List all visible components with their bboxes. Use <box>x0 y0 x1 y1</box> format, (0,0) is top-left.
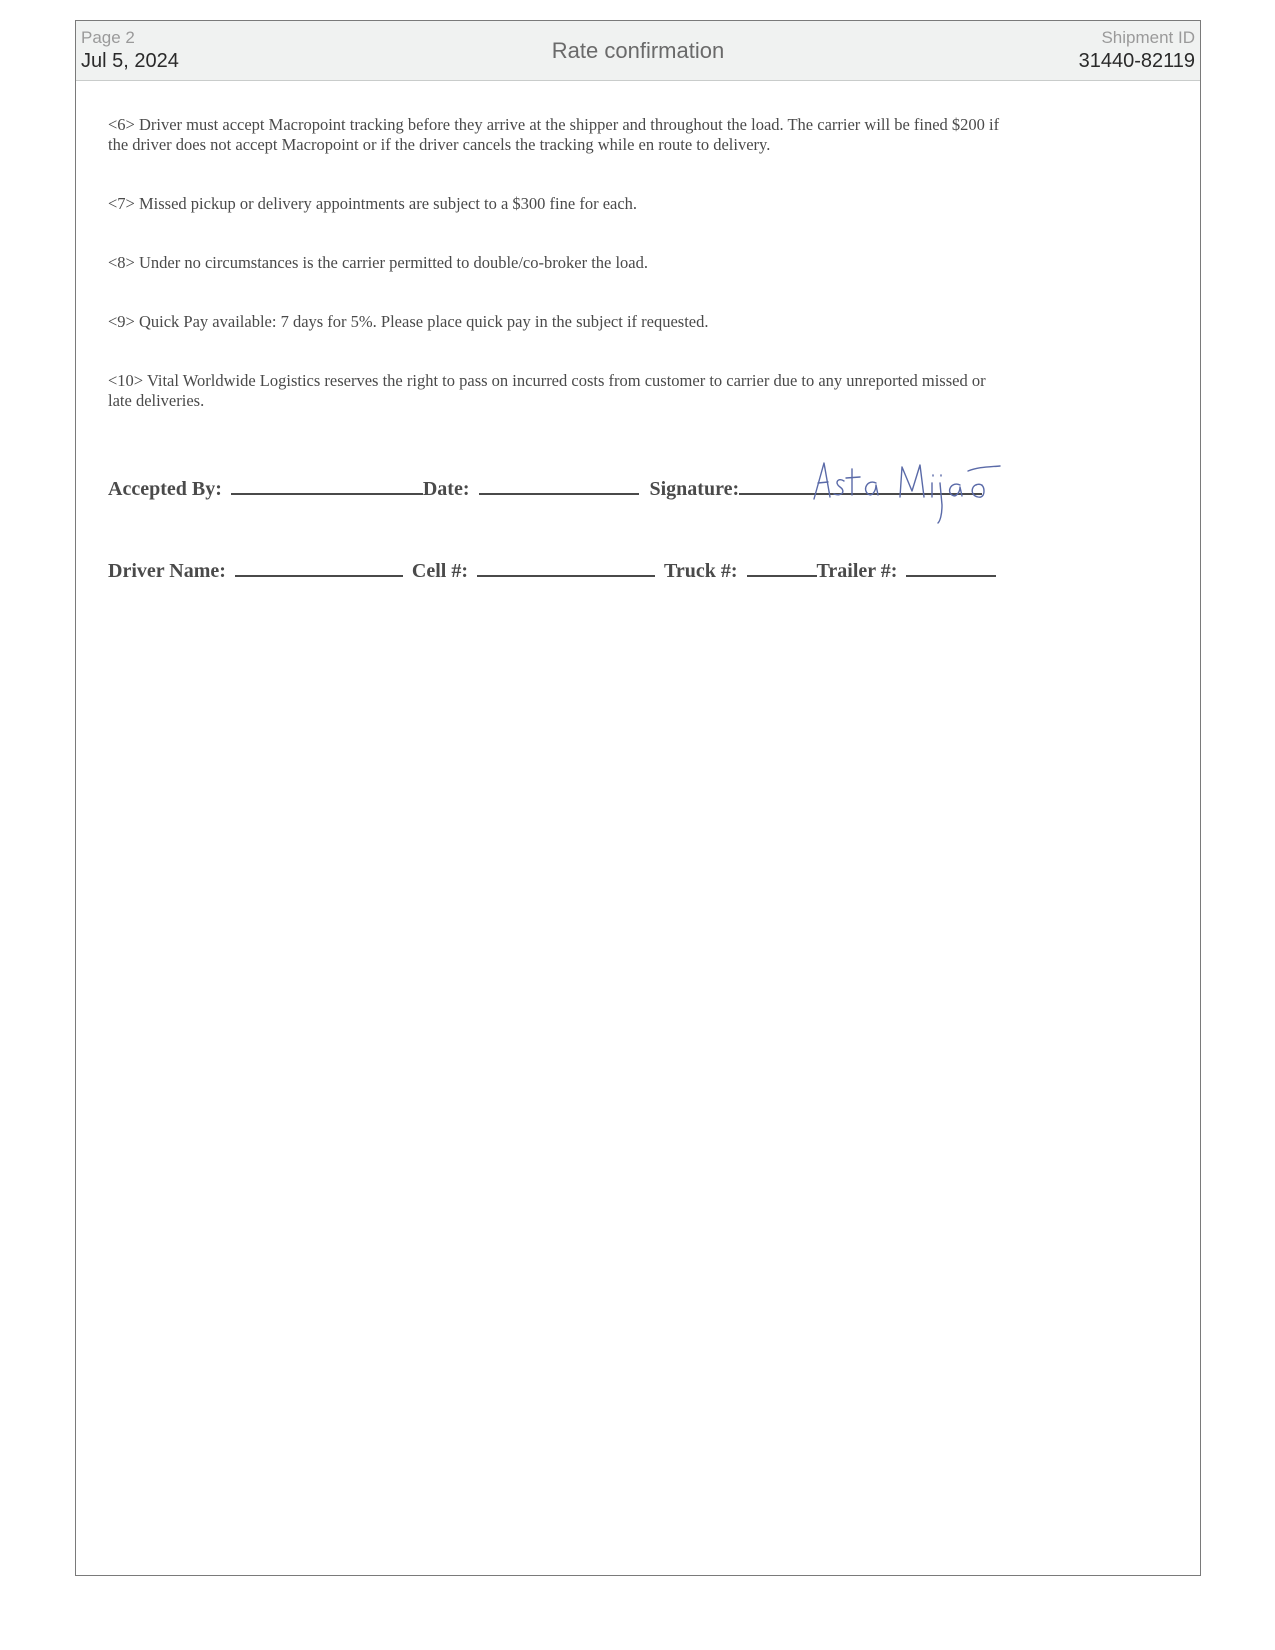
document-page <box>75 20 1201 1576</box>
shipment-id-value: 31440-82119 <box>1078 50 1195 72</box>
driver-name-label: Driver Name: <box>108 560 226 582</box>
date-label: Date: <box>422 478 470 500</box>
page-number: Page 2 <box>81 28 135 47</box>
shipment-id-label: Shipment ID <box>1101 28 1195 47</box>
document-date: Jul 5, 2024 <box>81 50 179 72</box>
term-10: <10> Vital Worldwide Logistics reserves the right to pass on incurred costs from customer to carrier due to any unreported missed or late deliveries. <box>108 371 986 410</box>
trailer-label: Trailer #: <box>816 560 898 582</box>
document-title: Rate confirmation <box>551 38 725 63</box>
accepted-by-label: Accepted By: <box>108 478 222 500</box>
handwritten-signature <box>812 461 1012 541</box>
accepted-by-field[interactable] <box>231 473 423 495</box>
driver-row <box>108 555 996 583</box>
term-8: <8> Under no circumstances is the carrier permitted to double/co-broker the load. <box>108 253 649 272</box>
term-9: <9> Quick Pay available: 7 days for 5%. Please place quick pay in the subject if requested. <box>108 312 709 331</box>
trailer-field[interactable] <box>906 555 996 577</box>
cell-label: Cell #: <box>411 560 469 582</box>
signature-label: Signature: <box>649 478 740 500</box>
truck-field[interactable] <box>747 555 817 577</box>
truck-label: Truck #: <box>664 560 738 582</box>
term-7: <7> Missed pickup or delivery appointments are subject to a $300 fine for each. <box>108 194 638 213</box>
cell-field[interactable] <box>477 555 655 577</box>
terms-list <box>108 115 1008 450</box>
header-right <box>1079 28 1195 74</box>
driver-name-field[interactable] <box>235 555 403 577</box>
page-header <box>76 21 1200 81</box>
date-field[interactable] <box>479 473 639 495</box>
term-6: <6> Driver must accept Macropoint tracking before they arrive at the shipper and throughout the load. The carrier will be fined $200 if the driver does not accept Macropoint or if the driver cancels the tracking while en route to delivery. <box>108 115 1000 154</box>
